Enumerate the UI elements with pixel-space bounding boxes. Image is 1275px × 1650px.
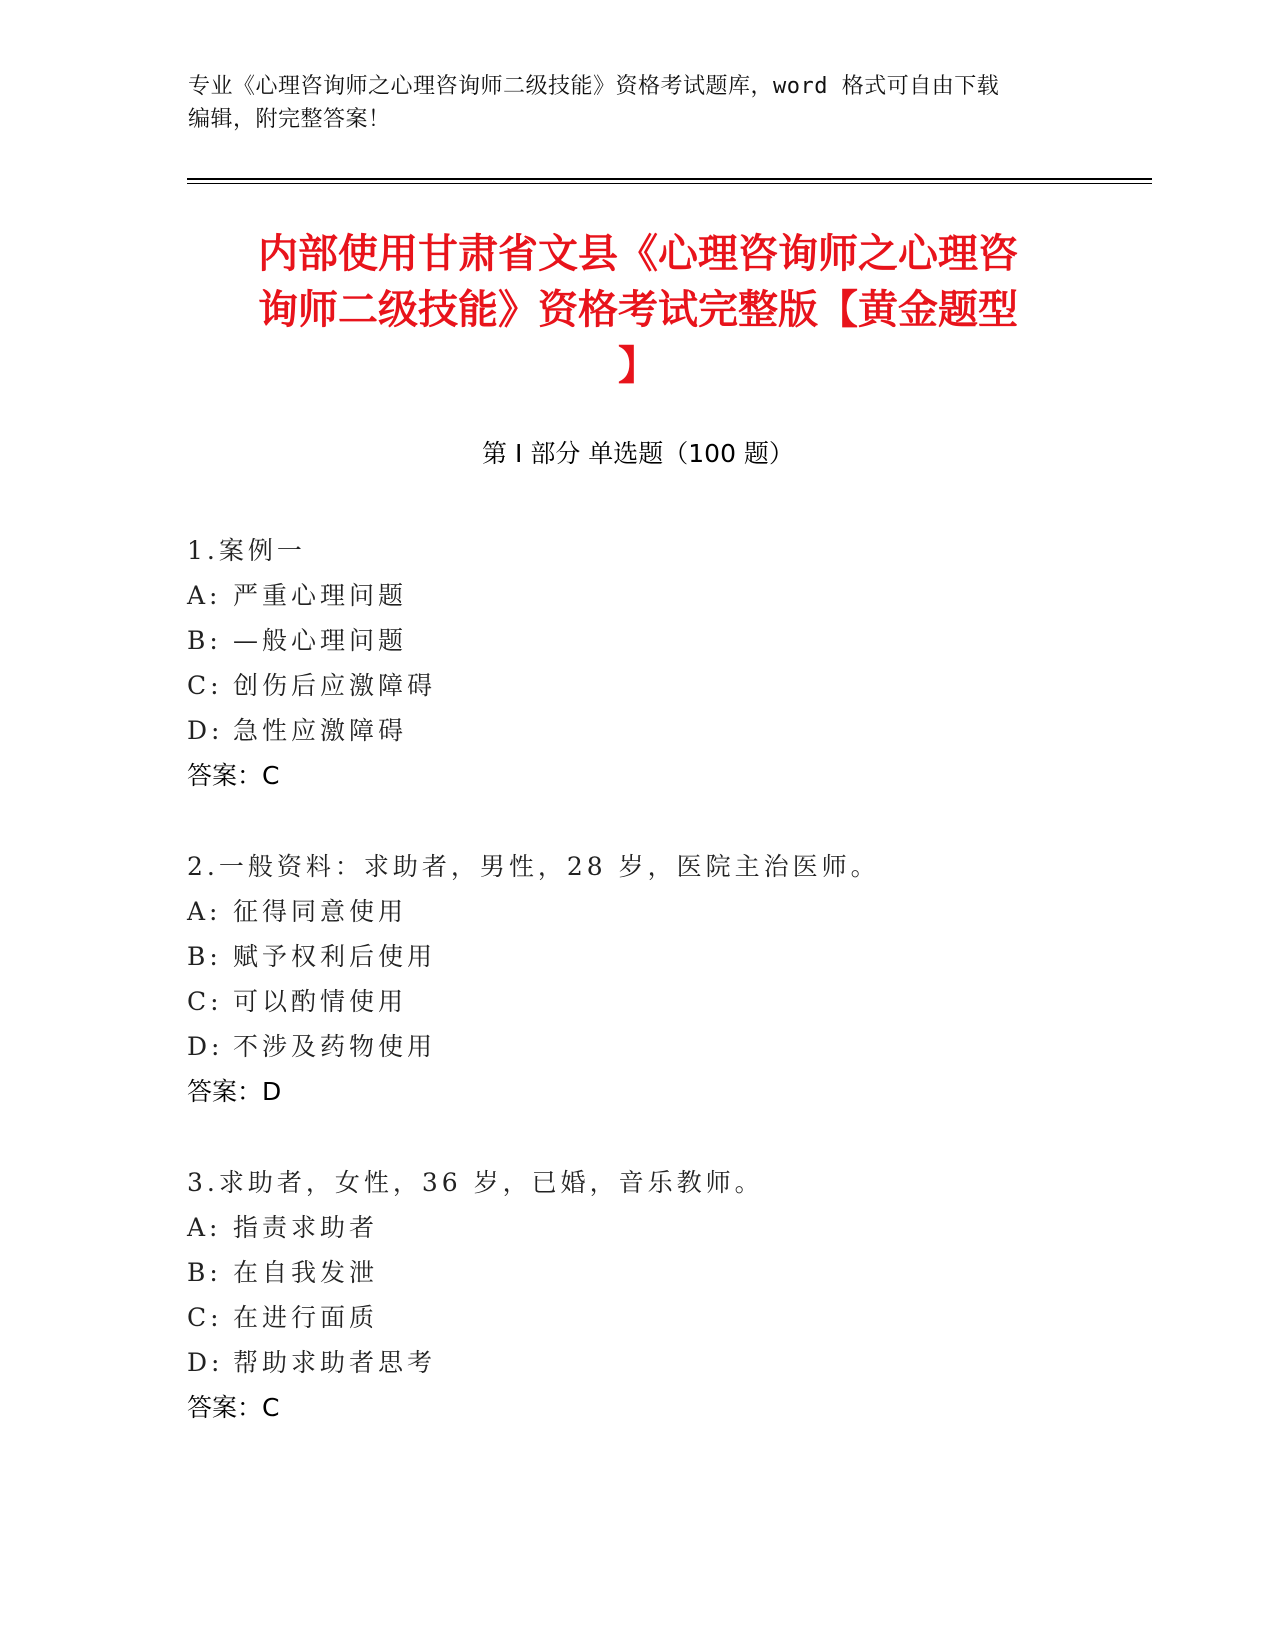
question-stem: 3.求助者，女性，36 岁，已婚，音乐教师。: [187, 1168, 764, 1197]
document-title-line-1: 内部使用甘肃省文县《心理咨询师之心理咨: [258, 231, 1018, 277]
option-letter: A:: [187, 897, 222, 926]
option-a: [187, 573, 1147, 618]
question-stem: 2.一般资料：求助者，男性，28 岁，医院主治医师。: [187, 852, 880, 881]
option-d: [187, 708, 1147, 753]
option-letter: D:: [187, 716, 224, 745]
header-note-line-2: 编辑，附完整答案！: [188, 107, 391, 132]
option-letter: B:: [187, 626, 222, 655]
question-stem: 1.案例一: [187, 536, 306, 565]
option-letter: C:: [187, 987, 223, 1016]
option-text: 严重心理问题: [233, 581, 408, 610]
section-title: 第 I 部分 单选题（100 题）: [482, 439, 794, 468]
option-letter: C:: [187, 671, 223, 700]
option-text: 指责求助者: [233, 1213, 379, 1242]
option-text: 可以酌情使用: [233, 987, 408, 1016]
option-text: 在自我发泄: [233, 1258, 379, 1287]
option-text: 创伤后应激障碍: [233, 671, 437, 700]
option-text: 征得同意使用: [233, 897, 408, 926]
option-a: [187, 1205, 1147, 1250]
option-text: 帮助求助者思考: [233, 1348, 437, 1377]
option-letter: C:: [187, 1303, 223, 1332]
option-c: [187, 663, 1147, 708]
document-title-line-3: 】: [618, 343, 658, 389]
option-letter: A:: [187, 1213, 222, 1242]
option-letter: A:: [187, 581, 222, 610]
document-title: [188, 226, 1088, 394]
option-c: [187, 1295, 1147, 1340]
option-b: [187, 618, 1147, 663]
option-d: [187, 1340, 1147, 1385]
option-text: 在进行面质: [233, 1303, 379, 1332]
question-2: [187, 844, 1147, 1114]
option-text: 急性应激障碍: [233, 716, 408, 745]
header-note-line-1: 专业《心理咨询师之心理咨询师二级技能》资格考试题库，word 格式可自由下载: [188, 74, 1000, 99]
option-letter: D:: [187, 1032, 224, 1061]
option-text: 赋予权利后使用: [233, 942, 437, 971]
option-b: [187, 1250, 1147, 1295]
option-c: [187, 979, 1147, 1024]
option-b: [187, 934, 1147, 979]
question-1: [187, 528, 1147, 798]
option-d: [187, 1024, 1147, 1069]
answer-line: 答案：C: [187, 1393, 280, 1422]
header-divider-thin: [187, 183, 1152, 184]
header-note: [188, 70, 1068, 136]
option-a: [187, 889, 1147, 934]
question-list: [187, 528, 1147, 1476]
option-letter: D:: [187, 1348, 224, 1377]
answer-line: 答案：C: [187, 761, 280, 790]
question-3: [187, 1160, 1147, 1430]
answer-line: 答案：D: [187, 1077, 282, 1106]
option-text: —般心理问题: [233, 626, 408, 655]
document-title-line-2: 询师二级技能》资格考试完整版【黄金题型: [258, 287, 1018, 333]
header-divider-thick: [187, 178, 1152, 180]
option-letter: B:: [187, 1258, 222, 1287]
option-text: 不涉及药物使用: [233, 1032, 437, 1061]
option-letter: B:: [187, 942, 222, 971]
